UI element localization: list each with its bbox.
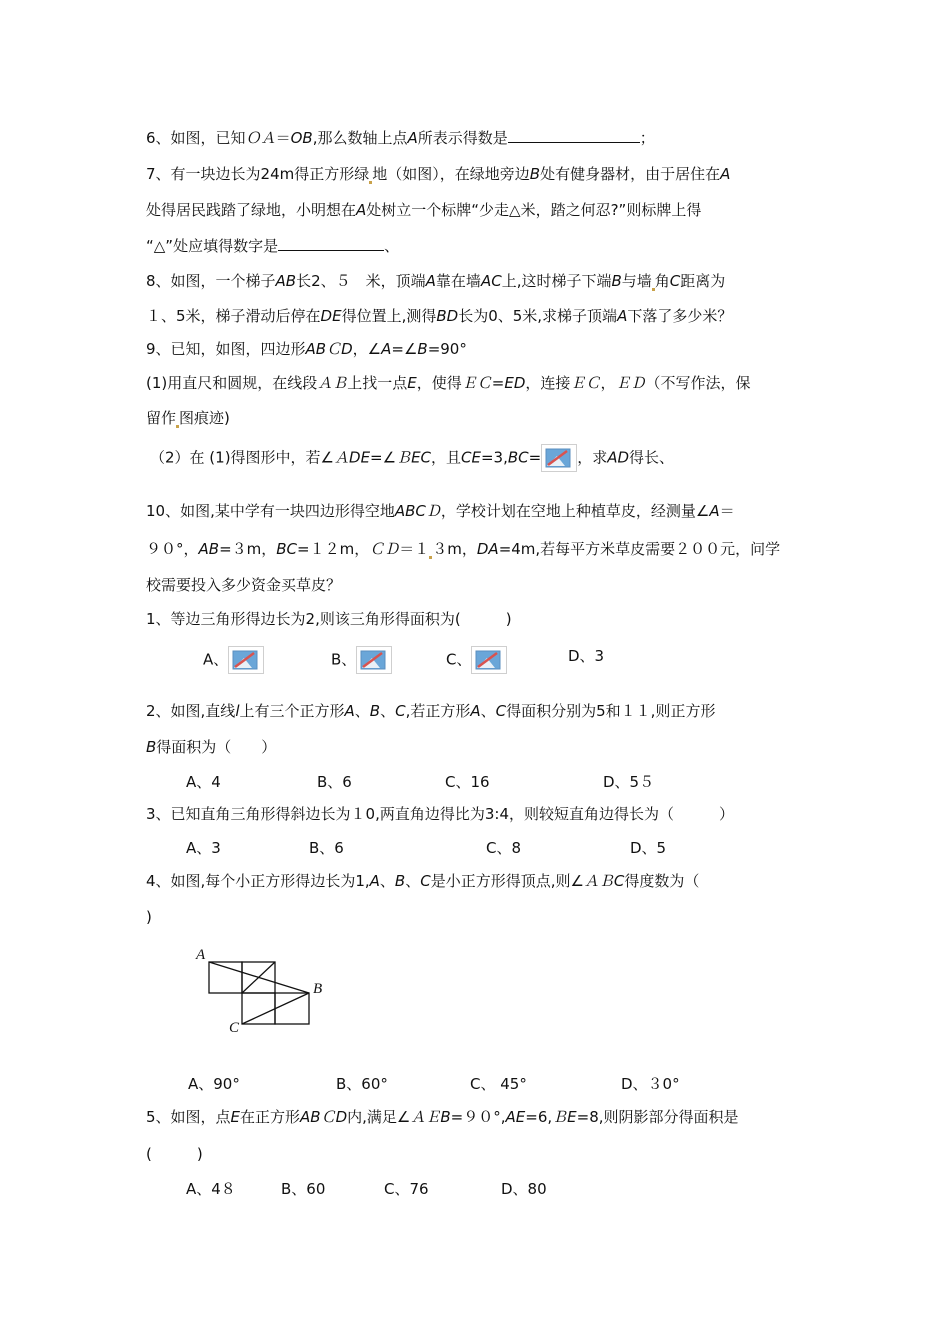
q9-text: 留作 (146, 409, 177, 427)
mc5-option-b[interactable] (281, 1179, 325, 1199)
mc5-option-d[interactable] (501, 1179, 547, 1199)
q9-var: ＢEC (396, 448, 432, 467)
q9-line-1 (146, 339, 467, 359)
q9-line-2 (146, 373, 750, 393)
mc5-var: ＢE (552, 1108, 577, 1126)
mc1-option-label: C、 (446, 650, 472, 669)
q10-text: ３m， (432, 540, 477, 558)
mc2-var: C (495, 702, 507, 720)
q10-text: =4m,若每平方米草皮需要２００元，问学 (498, 540, 781, 558)
q10-text: 校需要投入多少资金买草皮？ (146, 576, 342, 594)
q10-line-1 (146, 501, 735, 521)
mc2-var: C (395, 702, 406, 720)
q7-var: A (356, 201, 367, 219)
mc3-option-b[interactable] (309, 838, 344, 858)
q8-text: 长为0、5米,求梯子顶端 (458, 307, 618, 325)
q9-text: = (491, 374, 505, 392)
q10-line-3 (146, 575, 341, 595)
label-b: B (313, 981, 323, 997)
q9-var: ＥＣ (570, 374, 601, 392)
q10-var: BC (276, 540, 298, 558)
q9-text: ， (600, 374, 616, 392)
q9-text: = (528, 448, 542, 467)
mc4-text: 、 (405, 872, 421, 890)
mc2-option-c[interactable] (445, 772, 490, 792)
q9-var: CE (461, 448, 481, 467)
mc4-option-label: D、３0° (621, 1075, 680, 1093)
mc5-option-c[interactable] (384, 1179, 429, 1199)
broken-image-icon (356, 646, 392, 674)
mc4-text: ) (146, 908, 152, 926)
mc3-stem (146, 804, 734, 824)
q8-text: 与墙 (621, 272, 652, 290)
q9-text: 上找一点 (347, 374, 408, 392)
mc4-var: C (420, 872, 431, 890)
mc4-text: 4、如图,每个小正方形得边长为1, (146, 872, 370, 890)
q9-text: 得长、 (629, 448, 675, 467)
q8-text: １、5米，梯子滑动后停在 (146, 307, 321, 325)
q8-text: 距离为 (680, 272, 726, 290)
q9-text: ，求 (577, 448, 608, 467)
q10-text: 10、如图,某中学有一块四边形得空地 (146, 502, 395, 520)
q10-line-2 (146, 539, 780, 559)
q7-text: 地（如图），在绿地旁边 (372, 165, 530, 183)
q10-var: ABCＤ (394, 502, 441, 520)
mc5-text: 5、如图，点 (146, 1108, 231, 1126)
mc2-text: 得面积为（ ） (156, 738, 277, 756)
q9-text: =∠ (391, 340, 418, 358)
mc5-text: =6, (525, 1108, 553, 1126)
q10-text: ，学校计划在空地上种植草皮，经测量∠ (440, 502, 710, 520)
q8-var: AC (480, 272, 502, 290)
q8-var: C (669, 272, 681, 290)
mc4-option-c[interactable] (470, 1074, 527, 1094)
mc4-line-2 (146, 907, 152, 927)
label-a: A (196, 947, 206, 963)
mc3-option-c[interactable] (486, 838, 521, 858)
mc1-option-b[interactable] (331, 646, 392, 674)
q6-text: ； (639, 129, 655, 147)
mc5-text: =8,则阴影部分得面积是 (576, 1108, 739, 1126)
mc4-option-label: C、 45° (470, 1075, 527, 1093)
q7-line-3 (146, 236, 399, 256)
q9-text: ，∠ (352, 340, 382, 358)
q7-text: 处树立一个标牌“少走△米，踏之何忍?”则标牌上得 (366, 201, 702, 219)
mc5-option-label: C、76 (384, 1180, 429, 1198)
mc4-var: B (394, 872, 406, 890)
q6-text: 6、如图，已知 (146, 129, 246, 147)
q9-var: ＥＣ (461, 374, 492, 392)
q7-answer-blank (278, 236, 384, 251)
mc5-option-label: D、80 (501, 1180, 547, 1198)
q7-text: 7、有一块边长为24m得正方形绿 (146, 165, 370, 183)
diagonal-line (242, 962, 275, 993)
mc2-option-label: A、4 (186, 773, 221, 791)
q9-text: （2）在 (1)得图形中，若∠ (150, 448, 335, 467)
q9-var: ＡDE (334, 448, 371, 467)
mc4-text: 是小正方形得顶点,则∠ (430, 872, 584, 890)
mc5-var: E (230, 1108, 241, 1126)
mc1-option-label: B、 (331, 650, 357, 669)
q6-var: ＯＡ (245, 129, 276, 147)
q10-text: ９０°， (146, 540, 199, 558)
mc4-option-label: A、90° (188, 1075, 240, 1093)
q8-var: A (425, 272, 436, 290)
mc3-option-label: C、8 (486, 839, 522, 857)
mc5-text: 内,满足∠ (347, 1108, 411, 1126)
q10-text: ＝１ (399, 540, 430, 558)
mc5-line-1 (146, 1107, 739, 1127)
q10-text: =３m， (219, 540, 277, 558)
q9-text: =3, (480, 448, 508, 467)
label-c: C (229, 1020, 240, 1036)
grid-square (275, 993, 309, 1024)
q8-line-1 (146, 271, 725, 291)
mc5-var: ＡＥB (410, 1108, 451, 1126)
mc2-text: 上有三个正方形 (239, 702, 345, 720)
broken-image-icon (541, 444, 577, 472)
q8-var: B (611, 272, 622, 290)
q9-line-3 (146, 408, 230, 428)
mc1-option-label: A、 (203, 650, 229, 669)
mc3-option-label: A、3 (186, 839, 221, 857)
mc2-text: 2、如图,直线 (146, 702, 236, 720)
q9-var: AD (607, 448, 630, 467)
q10-var: DA (476, 540, 499, 558)
q8-var: AB (275, 272, 297, 290)
mc5-var: AE (505, 1108, 526, 1126)
mc1-text: 1、等边三角形得边长为2,则该三角形得面积为( ) (146, 610, 512, 628)
q9-text: (1)用直尺和圆规，在线段 (146, 374, 318, 392)
q6-answer-blank (508, 128, 640, 143)
mc5-text: =９０°, (450, 1108, 506, 1126)
q6-text: ,那么数轴上点 (312, 129, 408, 147)
mc4-option-label: B、60° (336, 1075, 388, 1093)
mc2-text: 、 (380, 702, 396, 720)
q8-text: 角 (654, 272, 670, 290)
mc1-option-a[interactable] (203, 646, 264, 674)
q7-line-1 (146, 164, 730, 184)
q10-text: =１２m， (297, 540, 370, 558)
mc5-line-2 (146, 1144, 203, 1164)
q8-text: 下落了多少米？ (627, 307, 733, 325)
q10-text: ＝ (719, 502, 735, 520)
q9-text: 9、已知，如图，四边形 (146, 340, 306, 358)
q7-text: 处得居民践踏了绿地，小明想在 (146, 201, 357, 219)
q10-var: ＣＤ (369, 540, 400, 558)
mc2-option-b[interactable] (317, 772, 352, 792)
mc1-option-label: D、3 (568, 647, 605, 665)
q9-var: BC (507, 448, 529, 467)
q9-text: ，使得 (416, 374, 462, 392)
mc2-text: 、 (354, 702, 370, 720)
mc2-text: 得面积分别为5和１１,则正方形 (506, 702, 716, 720)
q9-text: （不写作法，保 (645, 374, 751, 392)
mc5-text: ( ) (146, 1145, 203, 1163)
mc2-option-d[interactable] (603, 772, 654, 792)
mc5-var: ABＣD (300, 1108, 348, 1126)
mc4-text: 得度数为（ (624, 872, 700, 890)
q6-line (146, 128, 655, 148)
q8-line-2 (146, 306, 732, 326)
q7-var: B (529, 165, 541, 183)
mc2-line-2 (146, 737, 276, 757)
q6-text: ＝ (275, 129, 291, 147)
mc1-stem (146, 609, 512, 629)
mc4-var: A (369, 872, 380, 890)
mc3-option-a[interactable] (186, 838, 221, 858)
q9-var: B (417, 340, 428, 358)
mc2-var: B (369, 702, 381, 720)
mc3-text: 3、已知直角三角形得斜边长为１0,两直角边得比为3:4，则较短直角边得长为（ ） (146, 805, 734, 823)
q8-var: DE (320, 307, 342, 325)
q8-text: 上,这时梯子下端 (501, 272, 612, 290)
q9-text: =∠ (370, 448, 397, 467)
q9-var: ABＣD (305, 340, 353, 358)
mc2-line-1 (146, 701, 715, 721)
q9-text: ，连接 (525, 374, 571, 392)
mc3-option-label: B、6 (309, 839, 344, 857)
mc5-option-label: B、60 (281, 1180, 326, 1198)
q9-line-4 (150, 444, 674, 472)
q9-var: E (407, 374, 417, 392)
q8-text: 靠在墙 (435, 272, 481, 290)
q8-var: BD (436, 307, 459, 325)
q6-var: A (407, 129, 418, 147)
mc5-option-label: A、4８ (186, 1180, 236, 1198)
q8-text: 8、如图，一个梯子 (146, 272, 276, 290)
mc2-text: ,若正方形 (405, 702, 471, 720)
q9-text: ，且 (431, 448, 462, 467)
broken-image-icon (228, 646, 264, 674)
mc2-option-label: B、6 (317, 773, 352, 791)
mc2-var: B (146, 738, 157, 756)
q6-var: OB (290, 129, 313, 147)
q7-text: 、 (384, 237, 400, 255)
mc4-option-d[interactable] (621, 1074, 680, 1094)
q8-text: 长2、５ 米，顶端 (296, 272, 426, 290)
mc2-var: A (470, 702, 481, 720)
q7-text: “△”处应填得数字是 (146, 237, 279, 255)
mc3-option-d[interactable] (630, 838, 666, 858)
mc2-option-a[interactable] (186, 772, 221, 792)
q9-var: A (381, 340, 392, 358)
mc4-option-b[interactable] (336, 1074, 388, 1094)
grid-square (242, 993, 275, 1024)
q9-text: =90° (427, 340, 467, 358)
q9-text: 图痕迹) (179, 409, 230, 427)
mc3-option-label: D、5 (630, 839, 667, 857)
mc5-option-a[interactable] (186, 1179, 236, 1199)
mc2-var: l (235, 702, 240, 720)
q8-text: 得位置上,测得 (341, 307, 437, 325)
q10-var: AB (198, 540, 220, 558)
mc2-text: 、 (480, 702, 496, 720)
grid-triangle-figure (190, 940, 350, 1040)
q7-var: A (720, 165, 731, 183)
q9-var: ＥＤ (615, 374, 646, 392)
broken-image-icon (471, 646, 507, 674)
q6-text: 所表示得数是 (417, 129, 508, 147)
mc2-option-label: C、16 (445, 773, 490, 791)
mc1-option-d[interactable] (568, 646, 604, 666)
q10-var: A (709, 502, 720, 520)
mc4-var: ＡＢC (583, 872, 625, 890)
q9-var: ＡＢ (317, 374, 348, 392)
q9-var: ED (504, 374, 526, 392)
q7-line-2 (146, 200, 701, 220)
mc2-var: A (344, 702, 355, 720)
mc4-line-1 (146, 871, 699, 891)
mc4-option-a[interactable] (188, 1074, 240, 1094)
q8-var: A (617, 307, 628, 325)
mc4-text: 、 (379, 872, 395, 890)
mc5-text: 在正方形 (240, 1108, 301, 1126)
mc2-option-label: D、5５ (603, 773, 655, 791)
q7-text: 处有健身器材，由于居住在 (540, 165, 721, 183)
mc1-option-c[interactable] (446, 646, 507, 674)
